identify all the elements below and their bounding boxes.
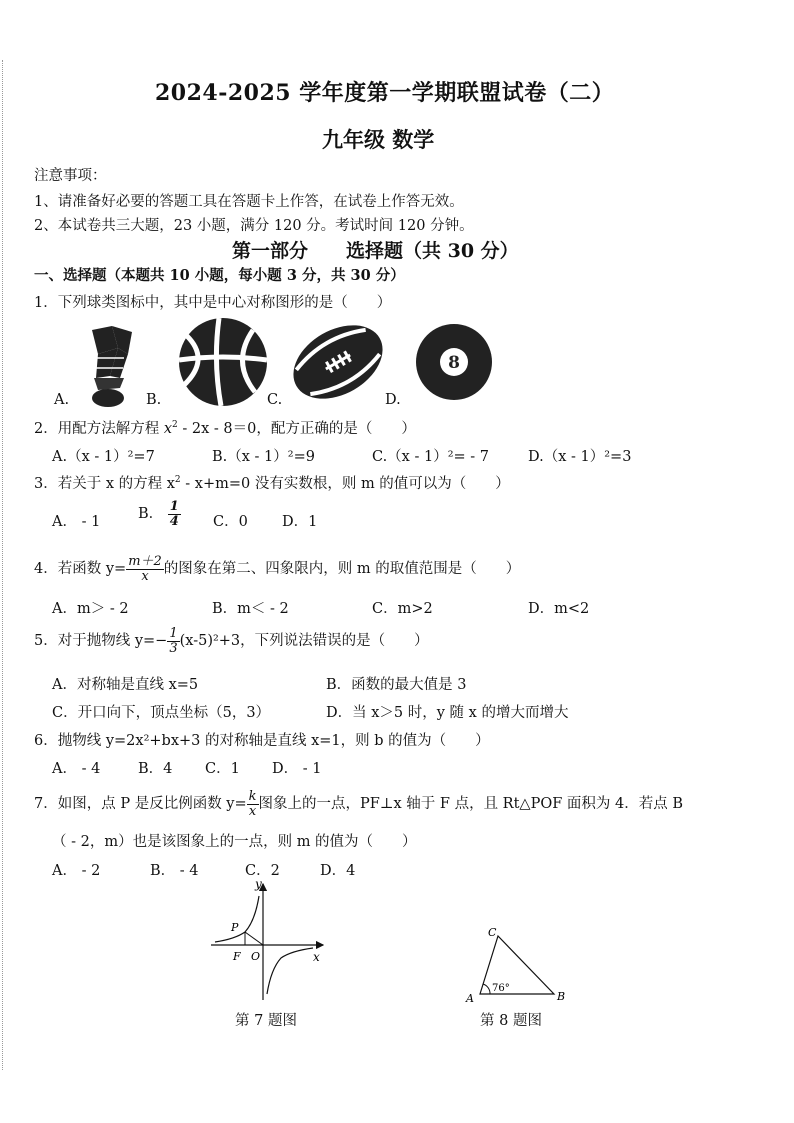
- q6-option-c: C．1: [205, 761, 240, 777]
- q7-option-b: B． - 4: [150, 863, 199, 879]
- q3-option-b: [138, 500, 181, 528]
- q4-option-a: A．m＞ - 2: [52, 601, 129, 617]
- q2-option-b: B.（x - 1）²=9: [212, 449, 315, 465]
- q7-fraction: [247, 790, 259, 818]
- fig7-label-f: F: [233, 950, 241, 963]
- q3-stem-post: - x+m=0 没有实数根，则 m 的值可以为（ ）: [180, 476, 510, 492]
- q4-stem-pre: 4．若函数 y=: [34, 561, 127, 578]
- q6-option-a: A． - 4: [52, 761, 101, 777]
- fig8-label-a: A: [466, 992, 474, 1005]
- q1-stem: 1．下列球类图标中，其中是中心对称图形的是（ ）: [34, 295, 392, 311]
- q5-option-c: C．开口向下，顶点坐标（5，3）: [52, 705, 271, 721]
- q4-stem-post: 的图象在第二、四象限内，则 m 的取值范围是（ ）: [163, 561, 521, 578]
- q1-option-a-label: A.: [54, 392, 70, 408]
- note-item-2: 2、本试卷共三大题，23 小题，满分 120 分。考试时间 120 分钟。: [34, 218, 474, 234]
- q7-frac-num: k: [248, 789, 257, 804]
- q2-stem-var: x: [163, 421, 173, 437]
- q2-stem: [34, 417, 416, 438]
- binding-margin-strip: [2, 60, 15, 1070]
- part1-heading: 第一部分 选择题（共 30 分）: [232, 240, 519, 262]
- q1-option-d-label: D.: [385, 392, 401, 408]
- q7-option-d: D．4: [320, 863, 356, 879]
- q3-stem-sup: 2: [174, 475, 181, 486]
- fig7-label-p: P: [231, 921, 239, 934]
- rugby-ball-icon: [280, 318, 395, 408]
- figure-8-triangle: [462, 920, 572, 1006]
- q2-option-c: C.（x - 1）²= - 7: [372, 449, 490, 465]
- q4-option-c: C．m>2: [372, 601, 433, 617]
- q3-fraction: [168, 500, 181, 528]
- q7-option-a: A． - 2: [52, 863, 101, 879]
- basketball-icon: [179, 318, 267, 406]
- q4-fraction: [126, 555, 164, 583]
- q7-stem: [34, 790, 683, 818]
- q3-option-d: D．1: [282, 514, 318, 530]
- q7-frac-den: x: [248, 803, 257, 819]
- note-item-1: 1、请准备好必要的答题工具在答题卡上作答，在试卷上作答无效。: [34, 194, 464, 210]
- q1-option-b-label: B.: [146, 392, 162, 408]
- q3-frac-num: 1: [169, 499, 179, 514]
- page-subtitle: 九年级 数学: [322, 127, 435, 152]
- page-title: 2024-2025 学年度第一学期联盟试卷（二）: [155, 80, 615, 106]
- q4-option-d: D．m<2: [528, 601, 590, 617]
- q6-option-d: D． - 1: [272, 761, 322, 777]
- fig7-label-x: x: [313, 950, 320, 964]
- q5-fraction: [167, 627, 179, 655]
- q5-option-b: B．函数的最大值是 3: [326, 677, 467, 693]
- q3-option-c: C．0: [213, 514, 248, 530]
- q7-stem-line2: （ - 2，m）也是该图象上的一点，则 m 的值为（ ）: [52, 834, 417, 850]
- q3-option-b-label: B．: [138, 506, 164, 523]
- q5-option-a: A．对称轴是直线 x=5: [52, 677, 199, 693]
- q7-stem-pre: 7．如图，点 P 是反比例函数 y=: [34, 796, 247, 813]
- q6-stem: 6．抛物线 y=2x²+bx+3 的对称轴是直线 x=1，则 b 的值为（ ）: [34, 733, 490, 749]
- q5-stem-pre: 5．对于抛物线 y=−: [34, 633, 168, 650]
- section1-heading: 一、选择题（本题共 10 小题，每小题 3 分，共 30 分）: [34, 267, 405, 284]
- q4-stem: [34, 555, 520, 583]
- q2-option-d: D.（x - 1）²=3: [528, 449, 632, 465]
- q4-frac-den: x: [141, 568, 149, 584]
- notes-heading: 注意事项：: [34, 168, 107, 184]
- q7-option-c: C．2: [245, 863, 280, 879]
- q5-stem: [34, 627, 429, 655]
- fig8-label-c: C: [488, 926, 497, 939]
- eight-ball-icon: [416, 324, 492, 400]
- q5-option-d: D．当 x＞5 时，y 随 x 的增大而增大: [326, 705, 569, 721]
- q3-option-a: A． - 1: [52, 514, 101, 530]
- shuttlecock-icon: [92, 326, 132, 407]
- q5-frac-den: 3: [169, 640, 178, 656]
- fig8-angle-label: 76°: [492, 983, 510, 994]
- fig8-label-b: B: [557, 990, 566, 1003]
- fig7-label-y: y: [255, 877, 262, 891]
- q1-option-c-label: C.: [267, 392, 283, 408]
- eight-ball-number: 8: [448, 353, 460, 373]
- figure-7-caption: 第 7 题图: [235, 1013, 297, 1029]
- q7-stem-post: 图象上的一点，PF⊥x 轴于 F 点，且 Rt△POF 面积为 4．若点 B: [258, 796, 683, 813]
- q3-frac-den: 4: [169, 513, 179, 529]
- q5-frac-num: 1: [169, 626, 178, 641]
- q6-option-b: B．4: [138, 761, 173, 777]
- figure-7-graph: [205, 876, 335, 1006]
- q2-stem-post: - 2x - 8＝0，配方正确的是（ ）: [177, 421, 416, 437]
- q3-stem-pre: 3．若关于 x 的方程 x: [34, 476, 175, 492]
- figure-8-caption: 第 8 题图: [480, 1013, 542, 1029]
- fig7-label-o: O: [251, 950, 261, 963]
- q2-stem-pre: 2．用配方法解方程: [34, 421, 164, 437]
- q5-stem-post: (x-5)²+3，下列说法错误的是（ ）: [179, 633, 429, 650]
- q4-option-b: B．m＜ - 2: [212, 601, 289, 617]
- q3-stem: [34, 472, 510, 493]
- q2-option-a: A.（x - 1）²=7: [52, 449, 155, 465]
- q2-stem-sup: 2: [172, 420, 178, 431]
- q4-frac-num: m＋2: [128, 554, 162, 569]
